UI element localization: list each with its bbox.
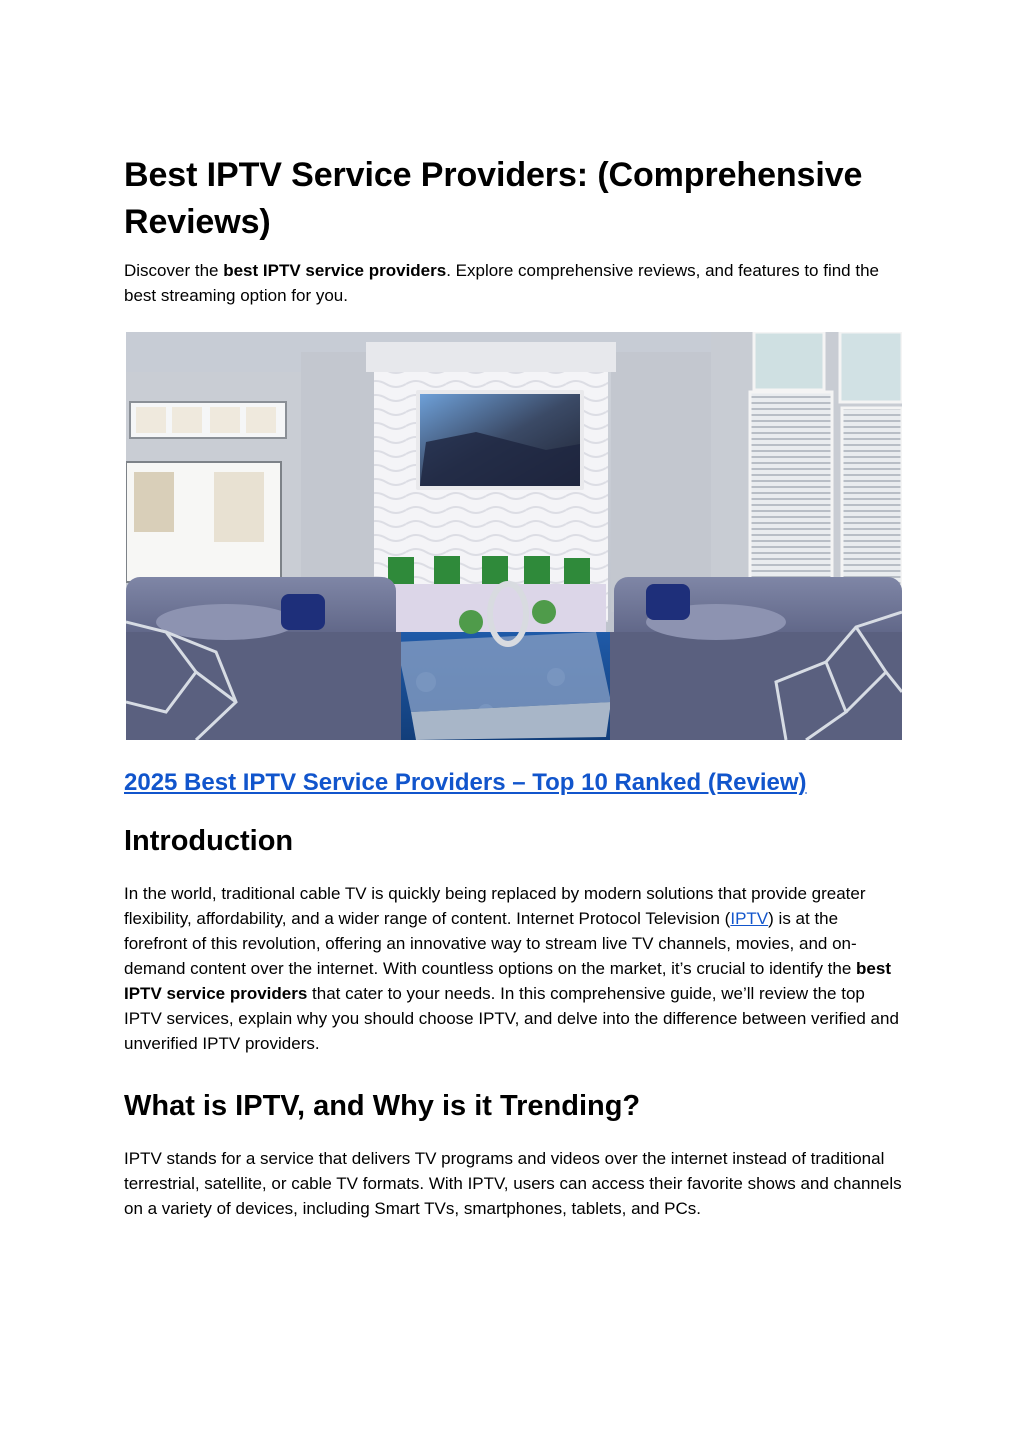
page-title: Best IPTV Service Providers: (Comprehensive Reviews) — [124, 156, 863, 241]
top-10-ranked-link[interactable]: 2025 Best IPTV Service Providers – Top 10 Ranked (Review) — [124, 769, 807, 796]
iptv-link[interactable]: IPTV — [730, 909, 769, 928]
introduction-paragraph — [124, 881, 904, 1056]
lead-bold-phrase: best IPTV service providers — [223, 261, 447, 280]
lead-text-end: . Explore comprehensive reviews, and features to find the best streaming option for you. — [124, 261, 879, 305]
intro-text-part-1: In the world, traditional cable TV is quickly being replaced by modern solutions that provide greater flexibility, affordability, and a wider range of content. Internet Protocol Television ( — [124, 884, 866, 928]
lead-paragraph — [124, 258, 904, 308]
lead-text-start: Discover the — [124, 261, 224, 280]
what-is-iptv-paragraph: IPTV stands for a service that delivers TV programs and videos over the internet instead of traditional terrestrial, satellite, or cable TV formats. With IPTV, users can access their favorite shows and channels on a variety of devices, including Smart TVs, smartphones, tablets, and PCs. — [124, 1149, 902, 1218]
hero-image — [126, 332, 902, 740]
introduction-heading: Introduction — [124, 825, 294, 857]
intro-text-part-2: ) is at the forefront of this revolution, offering an innovative way to stream live TV channels, movies, and on-demand content over the internet. With countless options on the market, it’s crucial to identify the — [124, 909, 857, 978]
living-room-with-wall-mounted-tv-photo — [126, 332, 902, 740]
intro-bold-phrase: best IPTV service providers — [124, 959, 891, 1003]
what-is-iptv-heading: What is IPTV, and Why is it Trending? — [124, 1090, 641, 1122]
intro-text-part-3: that cater to your needs. In this comprehensive guide, we’ll review the top IPTV services, explain why you should choose IPTV, and delve into the difference between verified and unverified IPTV providers. — [124, 984, 899, 1053]
